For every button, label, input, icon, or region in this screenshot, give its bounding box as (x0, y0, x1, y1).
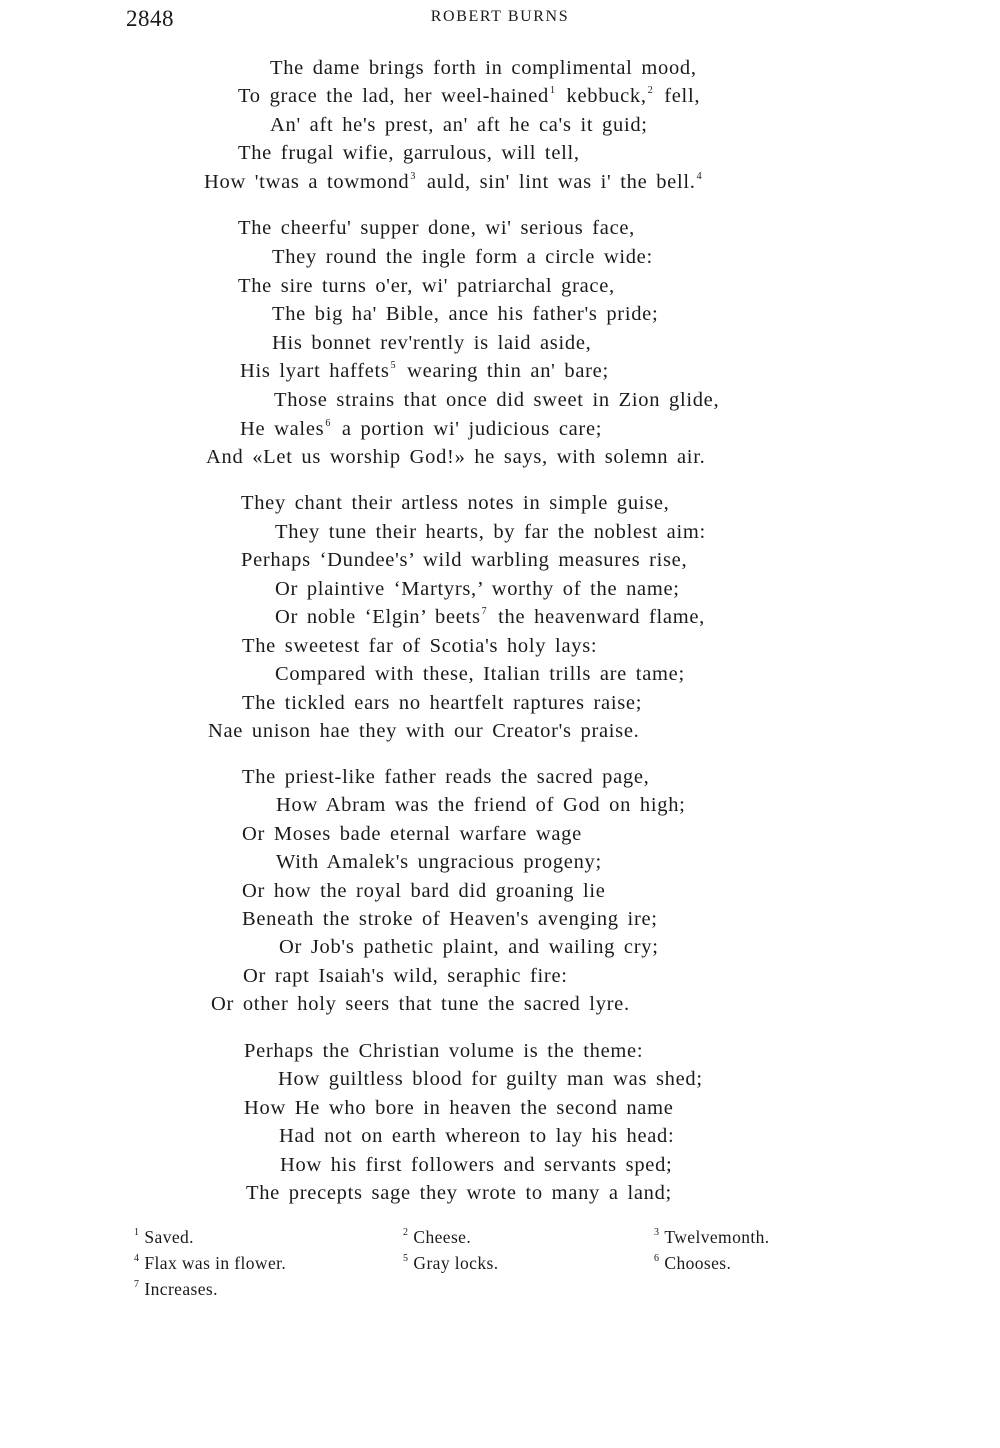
verse-line: Perhaps ‘Dundee's’ wild warbling measures rise, (241, 549, 688, 571)
footnote (134, 1281, 218, 1299)
footnote-number: 4 (134, 1253, 140, 1264)
footnote-number: 5 (403, 1253, 409, 1264)
footnote (134, 1229, 194, 1247)
footnote-number: 3 (654, 1227, 660, 1238)
footnote (403, 1229, 471, 1247)
verse-line: Compared with these, Italian trills are tame; (275, 663, 685, 685)
footnote (134, 1255, 286, 1273)
footnote-number: 1 (134, 1227, 140, 1238)
footnote-text: Increases. (144, 1279, 218, 1299)
verse-line: The frugal wifie, garrulous, will tell, (238, 142, 580, 164)
verse-line: With Amalek's ungracious progeny; (276, 851, 602, 873)
footnote-number: 2 (403, 1227, 409, 1238)
footnote-marker: 3 (410, 171, 417, 182)
verse-line: The precepts sage they wrote to many a land; (246, 1182, 672, 1204)
footnote (403, 1255, 498, 1273)
verse-line: The sire turns o'er, wi' patriarchal grace, (238, 275, 615, 297)
verse-line: Or Job's pathetic plaint, and wailing cry; (279, 936, 659, 958)
verse-line: How Abram was the friend of God on high; (276, 794, 686, 816)
running-head: ROBERT BURNS (430, 8, 570, 25)
verse-line: The sweetest far of Scotia's holy lays: (242, 635, 598, 657)
footnote-number: 7 (134, 1279, 140, 1290)
verse-line: Had not on earth whereon to lay his head: (279, 1125, 675, 1147)
footnote-text: Cheese. (413, 1227, 472, 1247)
verse-line: Or noble ‘Elgin’ beets$^7$ the heavenward flame, (275, 606, 705, 628)
verse-line: The tickled ears no heartfelt raptures raise; (242, 692, 643, 714)
verse-line: How his first followers and servants sped; (280, 1154, 673, 1176)
footnote-marker: 7 (481, 606, 488, 617)
verse-line: Or Moses bade eternal warfare wage (242, 823, 582, 845)
verse-line: They round the ingle form a circle wide: (272, 246, 653, 268)
verse-line: The priest-like father reads the sacred page, (242, 766, 650, 788)
footnote-marker: 1 (550, 85, 556, 96)
verse-line: The dame brings forth in complimental mood, (270, 57, 697, 79)
verse-line: Or how the royal bard did groaning lie (242, 880, 606, 902)
footnote-text: Flax was in flower. (144, 1253, 287, 1273)
footnote (654, 1255, 731, 1273)
footnote-marker: 6 (325, 418, 332, 429)
footnote-text: Saved. (144, 1227, 194, 1247)
footnote-marker: 4 (696, 171, 703, 182)
verse-line: Or plaintive ‘Martyrs,’ worthy of the name; (275, 578, 680, 600)
verse-line: Those strains that once did sweet in Zion glide, (274, 389, 720, 411)
verse-line: They chant their artless notes in simple guise, (241, 492, 670, 514)
verse-line: His lyart haffets$^5$ wearing thin an' bare; (240, 360, 609, 382)
page-number: 2848 (126, 6, 174, 31)
verse-line: How guiltless blood for guilty man was shed; (278, 1068, 703, 1090)
verse-line: Beneath the stroke of Heaven's avenging ire; (242, 908, 658, 930)
footnote-text: Twelvemonth. (664, 1227, 770, 1247)
verse-line: Or rapt Isaiah's wild, seraphic fire: (243, 965, 568, 987)
verse-line: Perhaps the Christian volume is the theme: (244, 1040, 644, 1062)
verse-line: And «Let us worship God!» he says, with solemn air. (206, 446, 706, 468)
verse-line: He wales$^6$ a portion wi' judicious care; (240, 418, 603, 440)
verse-line: Or other holy seers that tune the sacred lyre. (211, 993, 630, 1015)
verse-line: How 'twas a towmond$^3$ auld, sin' lint was i' the bell.$^4$ (204, 171, 703, 193)
verse-line: They tune their hearts, by far the noblest aim: (275, 521, 706, 543)
footnote-number: 6 (654, 1253, 660, 1264)
verse-line: The big ha' Bible, ance his father's pride; (272, 303, 659, 325)
verse-line: The cheerfu' supper done, wi' serious face, (238, 217, 636, 239)
footnote-text: Gray locks. (413, 1253, 499, 1273)
footnote-marker: 5 (390, 360, 397, 371)
verse-line: Nae unison hae they with our Creator's praise. (208, 720, 640, 742)
verse-line: His bonnet rev'rently is laid aside, (272, 332, 592, 354)
verse-line: An' aft he's prest, an' aft he ca's it guid; (270, 114, 648, 136)
verse-line: How He who bore in heaven the second name (244, 1097, 674, 1119)
footnote (654, 1229, 770, 1247)
footnote-text: Chooses. (664, 1253, 732, 1273)
verse-line: To grace the lad, her weel-hained$^1$ kebbuck,$^2$ fell, (238, 85, 701, 107)
footnote-marker: 2 (647, 85, 654, 96)
